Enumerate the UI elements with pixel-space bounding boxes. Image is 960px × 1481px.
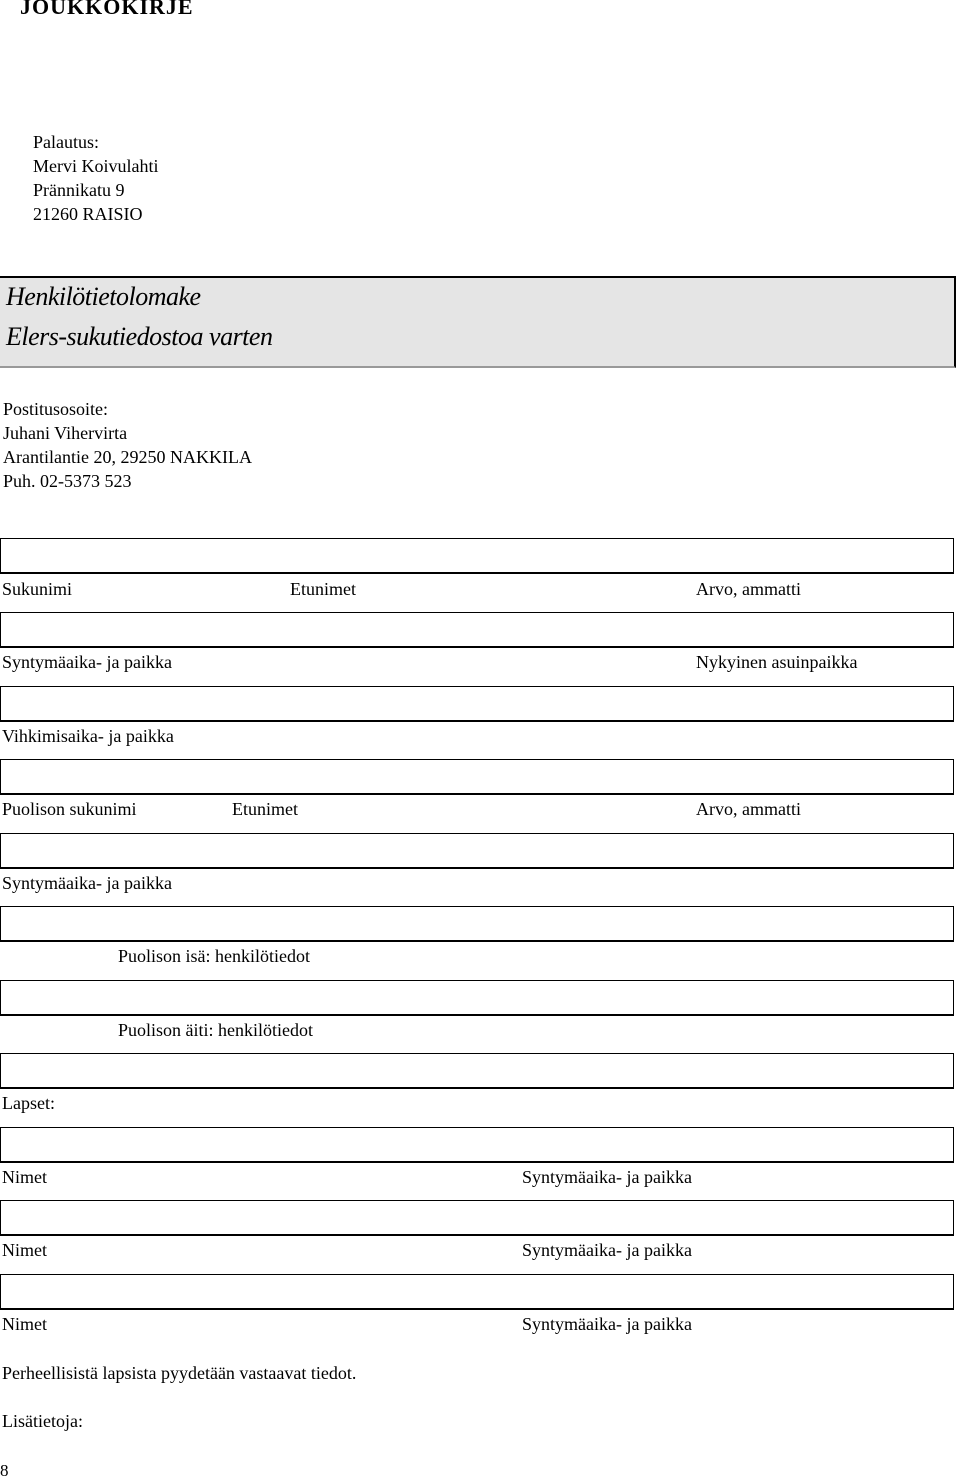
return-street: Prännikatu 9 <box>33 180 125 200</box>
marriage-input-field[interactable] <box>0 686 954 722</box>
child-1-input-field[interactable] <box>0 1127 954 1163</box>
postal-name: Juhani Vihervirta <box>3 423 128 443</box>
surname-label: Sukunimi <box>2 579 73 599</box>
additional-info-label: Lisätietoja: <box>2 1411 83 1431</box>
spouse-surname-label: Puolison sukunimi <box>2 799 137 819</box>
residence-label: Nykyinen asuinpaikka <box>696 652 858 672</box>
first-names-label: Etunimet <box>290 579 356 599</box>
page-number: 8 <box>0 1461 9 1480</box>
spouse-father-input-field[interactable] <box>0 906 954 942</box>
child-2-input-field[interactable] <box>0 1200 954 1236</box>
birth-residence-input-field[interactable] <box>0 612 954 648</box>
child-3-names-label: Nimet <box>2 1314 47 1334</box>
child-3-birth-label: Syntymäaika- ja paikka <box>522 1314 692 1334</box>
spouse-birth-input-field[interactable] <box>0 833 954 869</box>
postal-heading: Postitusosoite: <box>3 399 109 419</box>
form-header-title: Henkilötietolomake <box>6 282 201 311</box>
document-title: JOUKKOKIRJE <box>20 0 194 19</box>
child-1-birth-label: Syntymäaika- ja paikka <box>522 1167 692 1187</box>
children-note: Perheellisistä lapsista pyydetään vastaavat tiedot. <box>2 1363 357 1383</box>
return-name: Mervi Koivulahti <box>33 156 159 176</box>
spouse-father-label: Puolison isä: henkilötiedot <box>118 946 310 966</box>
name-input-field[interactable] <box>0 538 954 574</box>
child-1-names-label: Nimet <box>2 1167 47 1187</box>
child-2-names-label: Nimet <box>2 1240 47 1260</box>
spouse-name-input-field[interactable] <box>0 759 954 795</box>
return-heading: Palautus: <box>33 132 99 152</box>
spouse-mother-input-field[interactable] <box>0 980 954 1016</box>
spouse-mother-label: Puolison äiti: henkilötiedot <box>118 1020 313 1040</box>
spouse-first-names-label: Etunimet <box>232 799 298 819</box>
postal-phone: Puh. 02-5373 523 <box>3 471 132 491</box>
return-city: 21260 RAISIO <box>33 204 143 224</box>
child-3-input-field[interactable] <box>0 1274 954 1310</box>
child-2-birth-label: Syntymäaika- ja paikka <box>522 1240 692 1260</box>
birth-label: Syntymäaika- ja paikka <box>2 652 172 672</box>
marriage-label: Vihkimisaika- ja paikka <box>2 726 174 746</box>
spouse-birth-label: Syntymäaika- ja paikka <box>2 873 172 893</box>
children-input-field[interactable] <box>0 1053 954 1089</box>
form-header-subtitle: Elers-sukutiedostoa varten <box>6 322 273 351</box>
postal-street: Arantilantie 20, 29250 NAKKILA <box>3 447 252 467</box>
children-heading: Lapset: <box>2 1093 55 1113</box>
occupation-label: Arvo, ammatti <box>696 579 801 599</box>
spouse-occupation-label: Arvo, ammatti <box>696 799 801 819</box>
